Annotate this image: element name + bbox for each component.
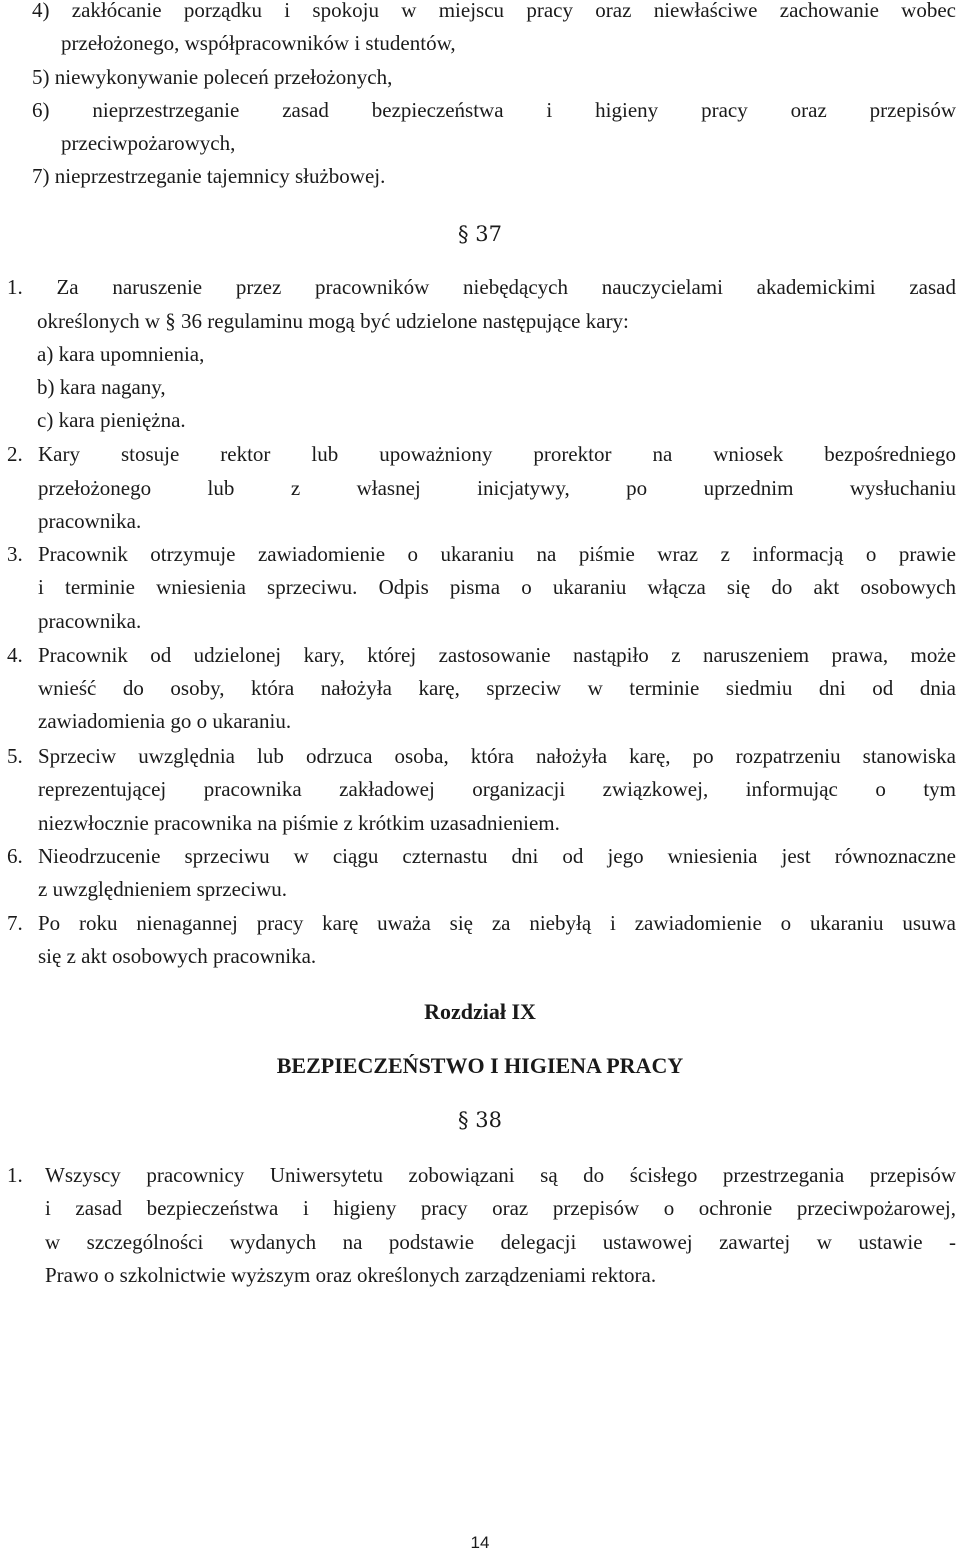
s37-p2-line-3: pracownika. (38, 509, 142, 533)
s37-p1-line-2: określonych w § 36 regulaminu mogą być udzielone następujące kary: (37, 309, 629, 333)
s37-p3-line-2: i terminie wniesienia sprzeciwu. Odpis pisma o ukaraniu włącza się do akt osobowych (38, 575, 956, 599)
s38-p1-line-4: Prawo o szkolnictwie wyższym oraz określonych zarządzeniami rektora. (45, 1263, 657, 1287)
s37-p1-line-1: 1. Za naruszenie przez pracowników niebędących nauczycielami akademickimi zasad (7, 275, 956, 299)
s37-p7-line-1: Po roku nienagannej pracy karę uważa się za niebyłą i zawiadomienie o ukaraniu usuwa (38, 911, 956, 935)
s37-p6-line-1: Nieodrzucenie sprzeciwu w ciągu czternastu dni od jego wniesienia jest równoznaczne (38, 844, 956, 868)
s37-p4-line-3: zawiadomienia go o ukaraniu. (38, 709, 292, 733)
s37-p6-number: 6. (7, 844, 23, 868)
s37-p2-line-1: Kary stosuje rektor lub upoważniony prorektor na wniosek bezpośredniego (38, 442, 956, 466)
section-38-heading: § 38 (458, 1108, 502, 1132)
s37-p6-line-2: z uwzględnieniem sprzeciwu. (38, 877, 287, 901)
s37-p3-line-3: pracownika. (38, 609, 142, 633)
list-item-7: 7) nieprzestrzeganie tajemnicy służbowej. (32, 164, 386, 188)
s37-p1-sub-a: a) kara upomnienia, (37, 342, 205, 366)
s37-p1-sub-c: c) kara pieniężna. (37, 408, 186, 432)
s38-p1-line-3: w szczególności wydanych na podstawie delegacji ustawowej zawartej w ustawie - (45, 1230, 956, 1254)
list-item-6-line-2: przeciwpożarowych, (61, 131, 236, 155)
s38-p1-line-2: i zasad bezpieczeństwa i higieny pracy oraz przepisów o ochronie przeciwpożarowej, (45, 1196, 956, 1220)
section-37-heading: § 37 (458, 222, 502, 246)
s38-p1-line-1: Wszyscy pracownicy Uniwersytetu zobowiązani są do ścisłego przestrzegania przepisów (45, 1163, 956, 1187)
s37-p2-number: 2. (7, 442, 23, 466)
s37-p5-number: 5. (7, 744, 23, 768)
s37-p5-line-2: reprezentującej pracownika zakładowej organizacji związkowej, informując o tym (38, 777, 956, 801)
s38-p1-number: 1. (7, 1163, 23, 1187)
s37-p7-number: 7. (7, 911, 23, 935)
list-item-6-line-1: 6) nieprzestrzeganie zasad bezpieczeństwa i higieny pracy oraz przepisów (32, 98, 956, 122)
s37-p4-line-2: wnieść do osoby, która nałożyła karę, sprzeciw w terminie siedmiu dni od dnia (38, 676, 956, 700)
list-item-4-line-1: 4) zakłócanie porządku i spokoju w miejscu pracy oraz niewłaściwe zachowanie wobec (32, 0, 956, 22)
list-item-4-line-2: przełożonego, współpracowników i studentów, (61, 31, 456, 55)
page-number: 14 (470, 1533, 490, 1552)
s37-p3-line-1: Pracownik otrzymuje zawiadomienie o ukaraniu na piśmie wraz z informacją o prawie (38, 542, 956, 566)
s37-p4-line-1: Pracownik od udzielonej kary, której zastosowanie nastąpiło z naruszeniem prawa, może (38, 643, 956, 667)
s37-p7-line-2: się z akt osobowych pracownika. (38, 944, 317, 968)
chapter-subtitle: BEZPIECZEŃSTWO I HIGIENA PRACY (276, 1053, 684, 1078)
s37-p4-number: 4. (7, 643, 23, 667)
s37-p2-line-2: przełożonego lub z własnej inicjatywy, po uprzednim wysłuchaniu (38, 476, 956, 500)
s37-p5-line-3: niezwłocznie pracownika na piśmie z krótkim uzasadnieniem. (38, 811, 560, 835)
list-item-5: 5) niewykonywanie poleceń przełożonych, (32, 65, 393, 89)
chapter-title: Rozdział IX (424, 999, 536, 1024)
s37-p1-sub-b: b) kara nagany, (37, 375, 166, 399)
s37-p5-line-1: Sprzeciw uwzględnia lub odrzuca osoba, która nałożyła karę, po rozpatrzeniu stanowiska (38, 744, 956, 768)
s37-p3-number: 3. (7, 542, 23, 566)
